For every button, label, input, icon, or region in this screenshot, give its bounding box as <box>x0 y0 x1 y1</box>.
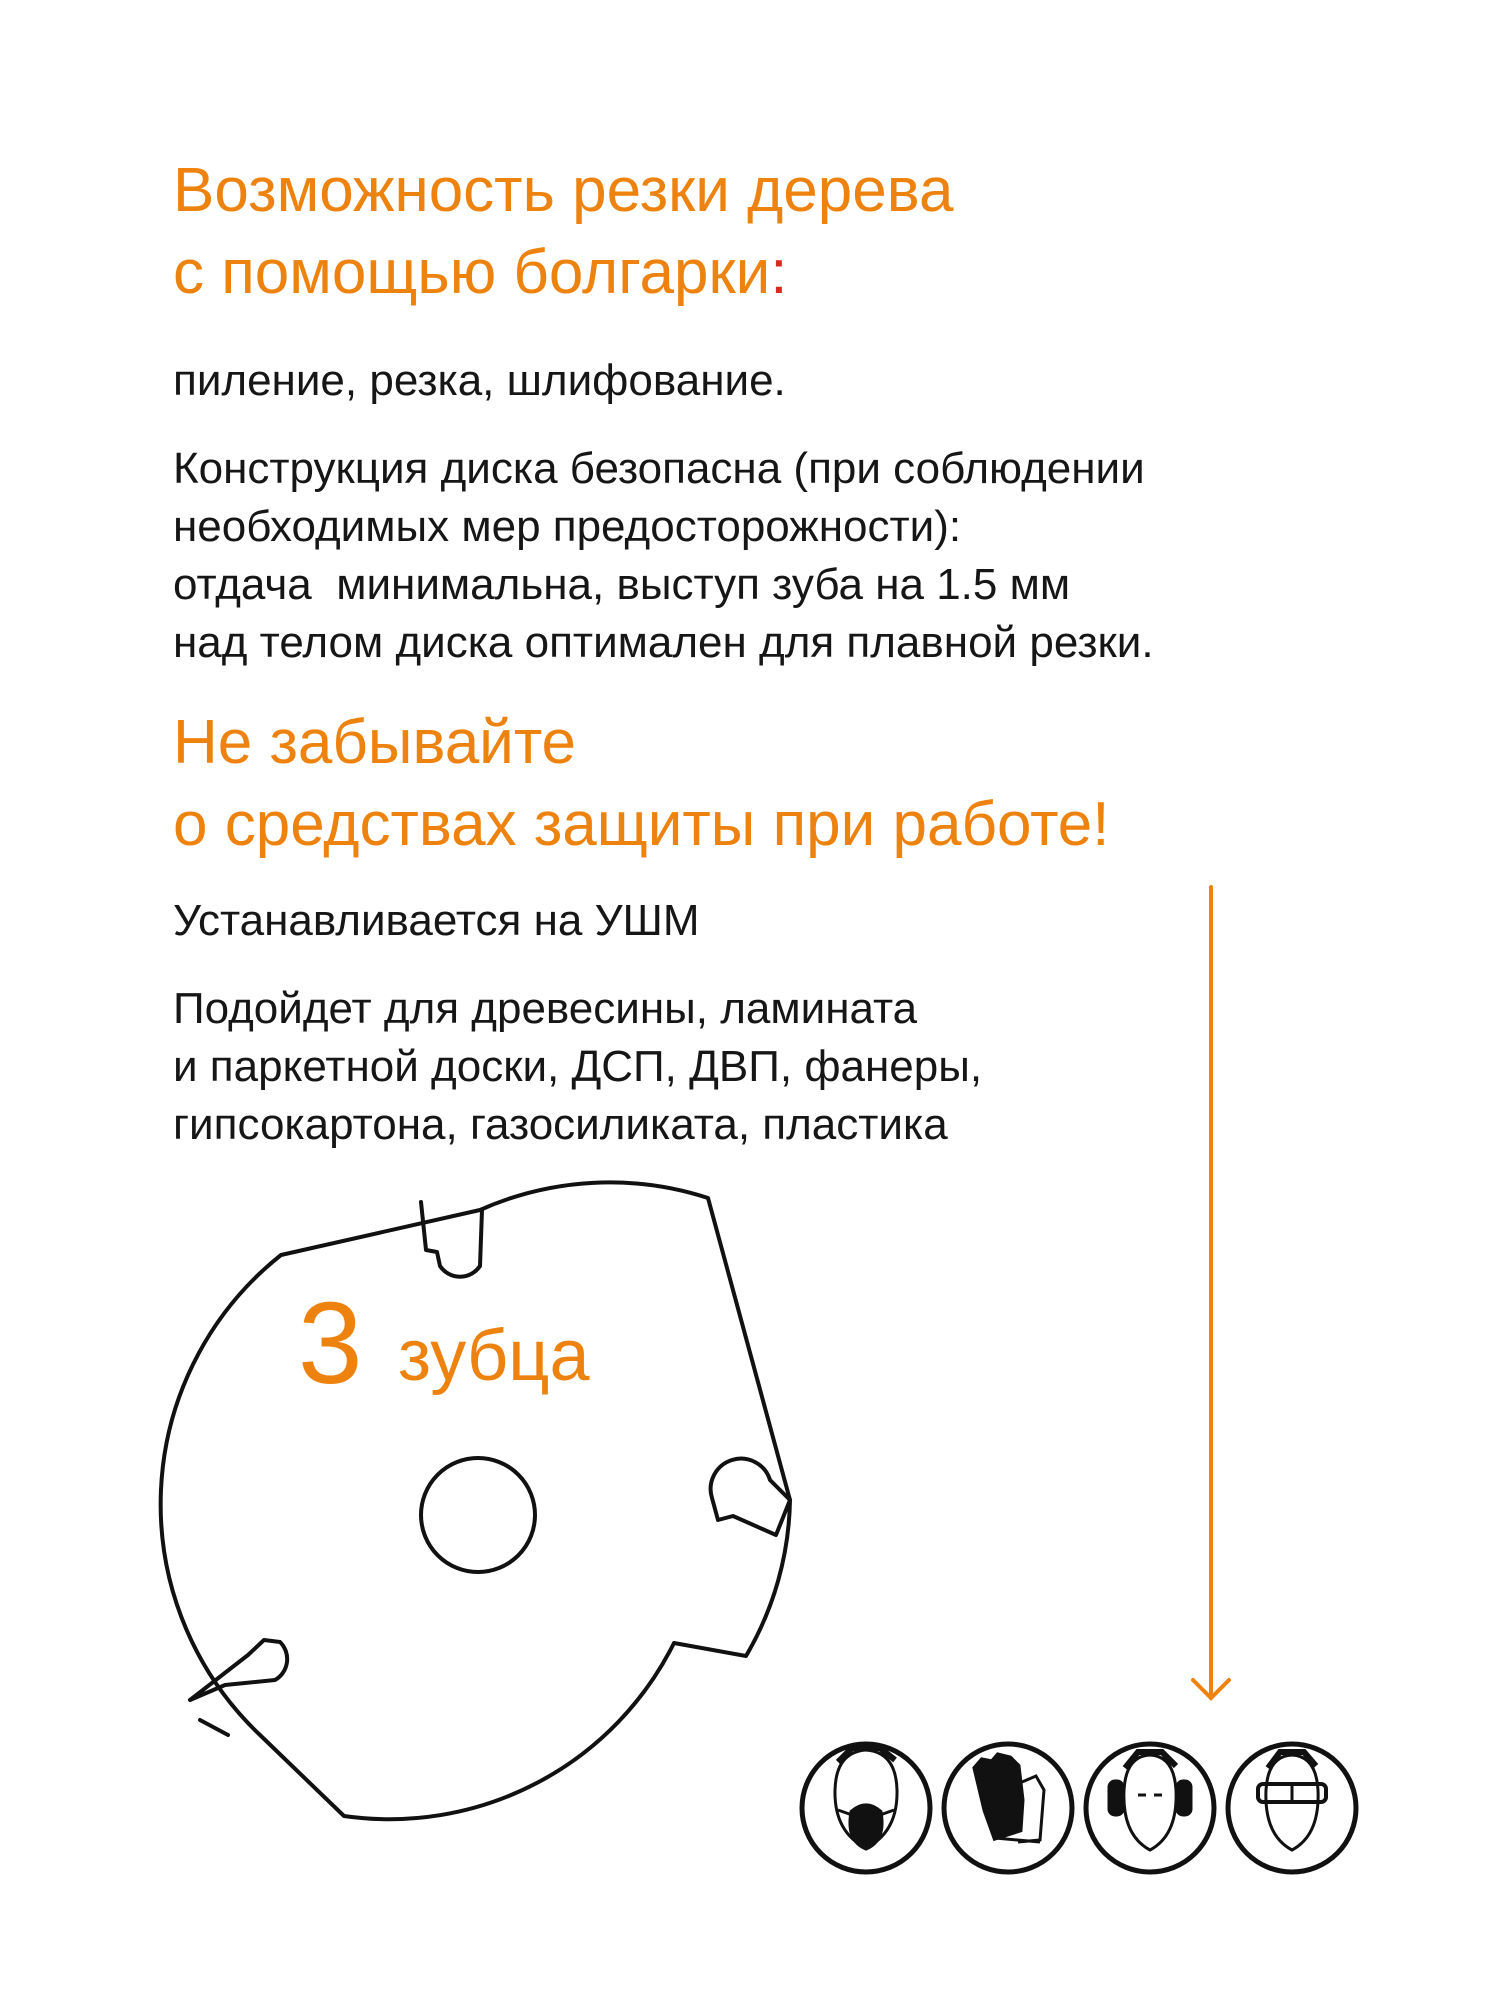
main-heading-line1: Возможность резки дерева <box>173 156 954 225</box>
disc-teeth-word: зубца <box>398 1316 590 1396</box>
safety-line-1: Конструкция диска безопасна (при соблюдении <box>173 444 1145 493</box>
main-heading-line2: с помощью болгарки <box>173 238 771 307</box>
materials-line-2: и паркетной доски, ДСП, ДВП, фанеры, <box>173 1042 983 1091</box>
protection-heading-line1: Не забывайте <box>173 708 576 777</box>
safety-line-2: необходимых мер предосторожности): <box>173 502 962 551</box>
protection-heading-line2: о средствах защиты при работе! <box>173 790 1110 859</box>
arrow-down-icon <box>1193 887 1229 1698</box>
mount-text: Устанавливается на УШМ <box>173 896 700 945</box>
operations-text: пиление, резка, шлифование. <box>173 356 786 405</box>
ear-protection-icon <box>1086 1744 1214 1872</box>
saw-disc-icon <box>161 1182 790 1819</box>
heading-colon: : <box>770 238 788 307</box>
disc-teeth-number: 3 <box>298 1278 363 1408</box>
gloves-icon <box>944 1744 1072 1872</box>
safety-goggles-icon <box>1228 1744 1356 1872</box>
materials-line-3: гипсокартона, газосиликата, пластика <box>173 1100 948 1149</box>
materials-line-1: Подойдет для древесины, ламината <box>173 984 918 1033</box>
safety-line-3: отдача минимальна, выступ зуба на 1.5 мм <box>173 560 1071 609</box>
safety-line-4: над телом диска оптимален для плавной резки. <box>173 618 1154 667</box>
respirator-icon <box>802 1744 930 1872</box>
